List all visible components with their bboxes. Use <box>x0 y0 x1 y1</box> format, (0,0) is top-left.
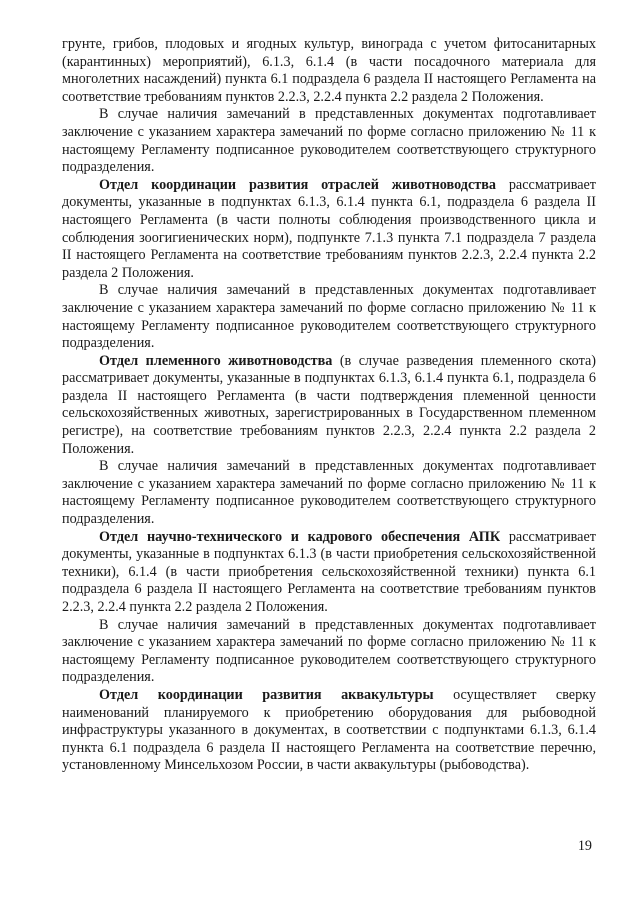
paragraph-remarks <box>62 617 596 687</box>
paragraph-text: (в случае разведения племенного скота) рассматривает документы, указанные в подпунктах 6.1.3, 6.1.4 пункта 6.1, подраздела 6 раздела II настоящего Регламента (в части подтверждения племенной ценности сельскохозяйственных животных, зарегистрированных в Государственном племенном регистре), на соответствие требованиям пунктов 2.2.3, 2.2.4 пункта 2.2 раздела 2 Положения. <box>62 352 596 457</box>
paragraph-livestock-department <box>62 177 596 283</box>
department-name: Отдел научно-технического и кадрового обеспечения АПК <box>99 528 501 545</box>
document-page <box>62 36 596 775</box>
paragraph-text: В случае наличия замечаний в представленных документах подготавливает заключение с указанием характера замечаний по форме согласно приложению № 11 к настоящему Регламенту подписанное руководителем соответствующего структурного подразделения. <box>62 616 596 686</box>
paragraph-text: рассматривает документы, указанные в подпунктах 6.1.3, 6.1.4 пункта 6.1, подраздела 6 раздела II настоящего Регламента (в части полноты соблюдения производственного цикла и соблюдения зоогигиенических норм), подпункте 7.1.3 пункта 7.1 подраздела 7 раздела II настоящего Регламента на соответствие требованиям пунктов 2.2.3, 2.2.4 пункта 2.2 раздела 2 Положения. <box>62 176 596 281</box>
paragraph-text: осуществляет сверку наименований планируемого к приобретению оборудования для рыбоводной инфраструктуры указанного в документах, в соответствии с подпунктами 6.1.3, 6.1.4 пункта 6.1 подраздела 6 раздела II настоящего Регламента на соответствие перечню, установленному Минсельхозом России, в части аквакультуры (рыбоводства). <box>62 686 596 774</box>
paragraph-remarks <box>62 106 596 176</box>
paragraph-text: В случае наличия замечаний в представленных документах подготавливает заключение с указанием характера замечаний по форме согласно приложению № 11 к настоящему Регламенту подписанное руководителем соответствующего структурного подразделения. <box>62 282 596 352</box>
paragraph-breeding-department <box>62 353 596 459</box>
paragraph-continuation <box>62 36 596 106</box>
page-number: 19 <box>577 838 592 854</box>
paragraph-remarks <box>62 458 596 528</box>
department-name: Отдел координации развития аквакультуры <box>99 686 434 703</box>
paragraph-aquaculture-department <box>62 687 596 775</box>
paragraph-text: грунте, грибов, плодовых и ягодных культур, винограда с учетом фитосанитарных (карантинных) мероприятий), 6.1.3, 6.1.4 (в части посадочного материала для многолетних насаждений) пункта 6.1 подраздела 6 раздела II настоящего Регламента на соответствие требованиям пунктов 2.2.3, 2.2.4 пункта 2.2 раздела 2 Положения. <box>62 36 596 105</box>
paragraph-text: В случае наличия замечаний в представленных документах подготавливает заключение с указанием характера замечаний по форме согласно приложению № 11 к настоящему Регламенту подписанное руководителем соответствующего структурного подразделения. <box>62 458 596 528</box>
paragraph-remarks <box>62 282 596 352</box>
paragraph-text: рассматривает документы, указанные в подпунктах 6.1.3 (в части приобретения сельскохозяйственной техники), 6.1.4 (в части приобретения сельскохозяйственной техники) пункта 6.1 подраздела 6 раздела II настоящего Регламента на соответствие требованиям пунктов 2.2.3, 2.2.4 пункта 2.2 раздела 2 Положения. <box>62 528 596 615</box>
paragraph-text: В случае наличия замечаний в представленных документах подготавливает заключение с указанием характера замечаний по форме согласно приложению № 11 к настоящему Регламенту подписанное руководителем соответствующего структурного подразделения. <box>62 106 596 176</box>
paragraph-scientific-department <box>62 529 596 617</box>
department-name: Отдел координации развития отраслей животноводства <box>99 176 496 193</box>
department-name: Отдел племенного животноводства <box>99 352 333 369</box>
